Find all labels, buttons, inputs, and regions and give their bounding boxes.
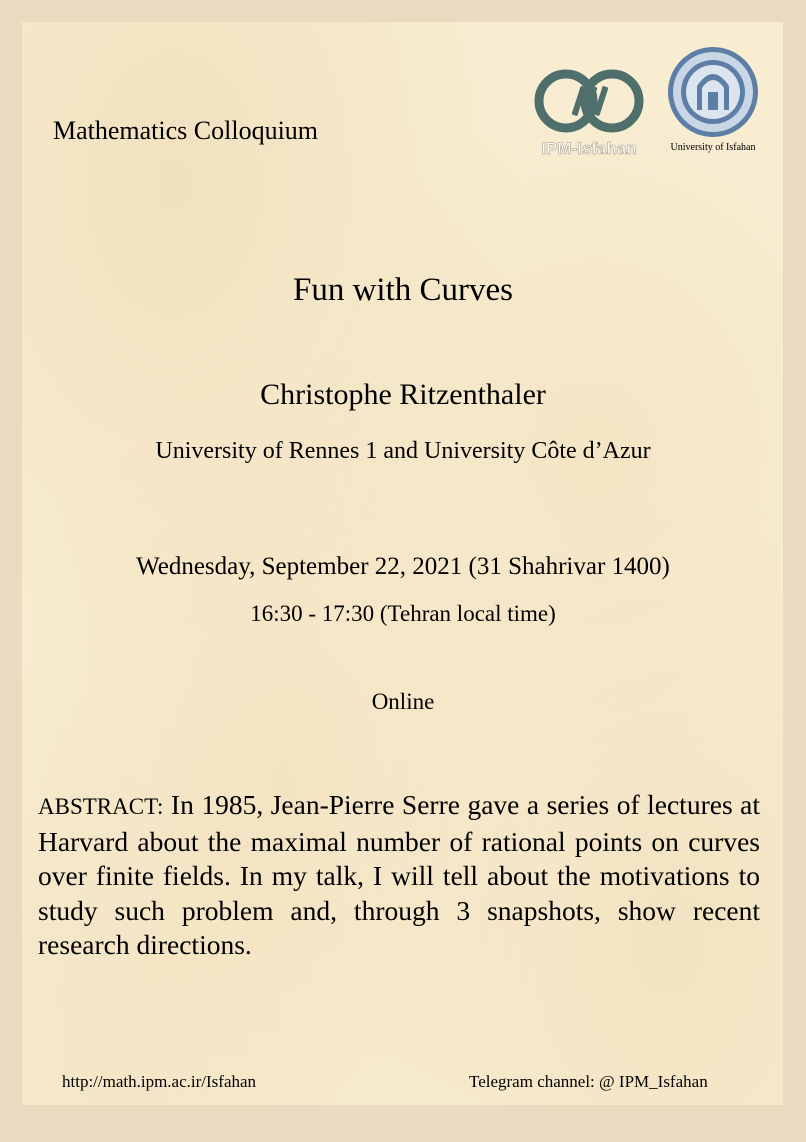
abstract-text: In 1985, Jean-Pierre Serre gave a series of lectures at Harvard about the maximal number of rational points on curves over finite fields. In my talk, I will tell about the motivations to study such problem and, through 3 snapshots, show recent research directions. [38,789,760,961]
ui-logo-label: University of Isfahan [670,142,756,153]
website-link[interactable]: http://math.ipm.ac.ir/Isfahan [62,1072,257,1091]
abstract-label: ABSTRACT: [38,794,164,819]
telegram-channel[interactable]: Telegram channel: @ IPM_Isfahan [469,1072,708,1091]
talk-time: 16:30 - 17:30 (Tehran local time) [250,601,556,626]
abstract [38,788,760,963]
series-title: Mathematics Colloquium [53,116,319,145]
ipm-isfahan-logo [532,66,646,158]
university-of-isfahan-logo [664,44,762,156]
speaker-name: Christophe Ritzenthaler [260,378,546,411]
speaker-affiliation: University of Rennes 1 and University Côte d’Azur [155,438,651,464]
ipm-logo-label: IPM-Isfahan [541,139,637,158]
talk-title: Fun with Curves [292,272,513,308]
talk-date: Wednesday, September 22, 2021 (31 Shahrivar 1400) [136,553,670,580]
talk-venue: Online [371,689,435,714]
